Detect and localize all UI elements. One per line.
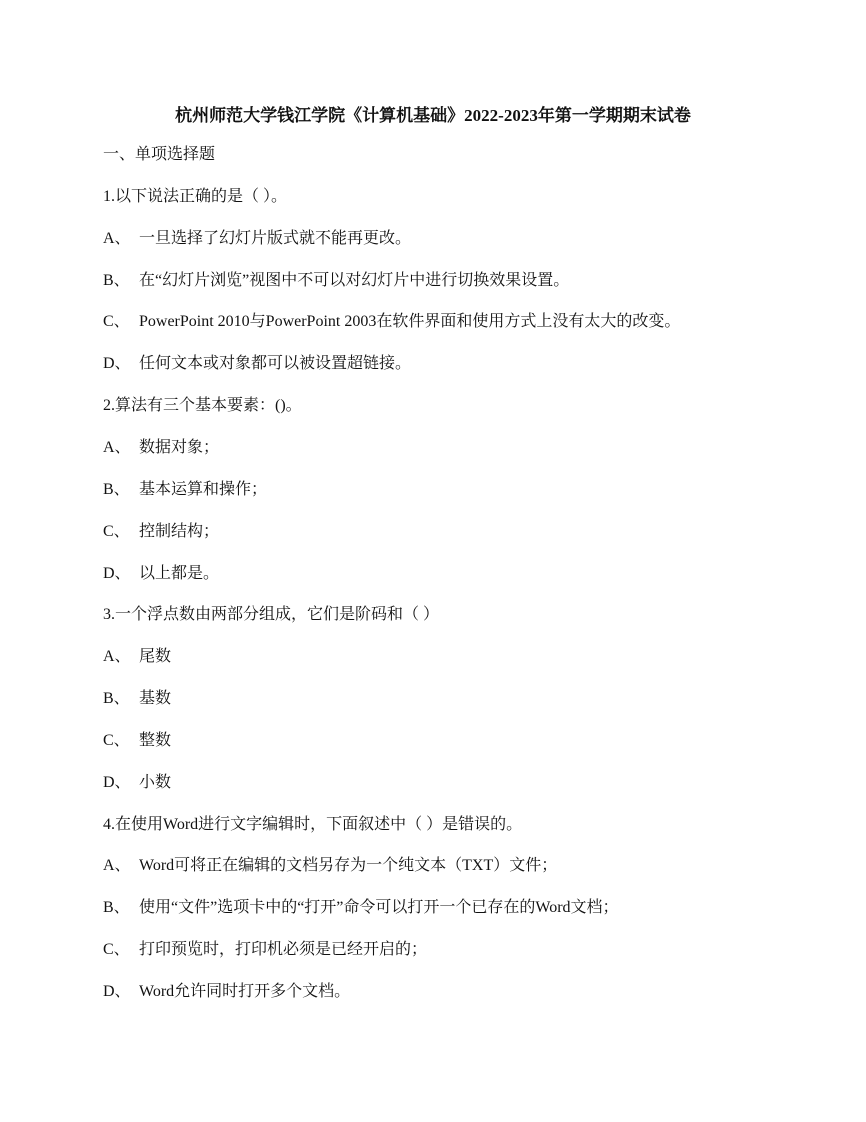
answer-option xyxy=(103,981,350,1003)
answer-option xyxy=(103,521,219,543)
option-label: A、 xyxy=(103,438,131,456)
option-label: B、 xyxy=(103,480,130,498)
answer-option xyxy=(103,353,411,375)
question-stem: 1.以下说法正确的是（ ）。 xyxy=(103,187,288,205)
option-text: 以上都是。 xyxy=(139,564,220,582)
answer-option xyxy=(103,437,219,459)
option-label: A、 xyxy=(103,857,131,875)
answer-option xyxy=(103,855,557,877)
option-text: 控制结构； xyxy=(139,522,220,540)
option-label: B、 xyxy=(103,271,130,289)
option-label: A、 xyxy=(103,229,131,247)
answer-option xyxy=(103,939,427,961)
answer-option xyxy=(103,270,569,292)
option-text: Word可将正在编辑的文档另存为一个纯文本（TXT）文件； xyxy=(139,857,558,875)
option-label: D、 xyxy=(103,564,131,582)
option-text: 基数 xyxy=(139,690,172,708)
answer-option xyxy=(103,479,267,501)
option-text: Word允许同时打开多个文档。 xyxy=(139,983,351,1000)
option-label: B、 xyxy=(103,690,130,708)
answer-option xyxy=(103,730,171,752)
question-stem: 3.一个浮点数由两部分组成，它们是阶码和（ ） xyxy=(103,606,440,624)
option-label: C、 xyxy=(103,941,130,959)
answer-option xyxy=(103,772,171,794)
option-text: 一旦选择了幻灯片版式就不能再更改。 xyxy=(139,229,412,247)
answer-option xyxy=(103,228,411,250)
option-label: B、 xyxy=(103,899,130,917)
answer-option xyxy=(103,897,619,919)
answer-option xyxy=(103,311,680,333)
option-text: 使用“文件”选项卡中的“打开”命令可以打开一个已存在的Word文档； xyxy=(139,899,619,917)
option-label: D、 xyxy=(103,983,131,1000)
option-label: D、 xyxy=(103,355,131,373)
option-label: D、 xyxy=(103,773,131,791)
option-text: 任何文本或对象都可以被设置超链接。 xyxy=(139,355,412,373)
option-label: C、 xyxy=(103,731,130,749)
option-text: 打印预览时，打印机必须是已经开启的； xyxy=(139,941,428,959)
option-label: C、 xyxy=(103,313,130,331)
option-text: 数据对象； xyxy=(139,438,220,456)
question-stem: 4.在使用Word进行文字编辑时，下面叙述中（ ）是错误的。 xyxy=(103,815,523,833)
option-text: 在“幻灯片浏览”视图中不可以对幻灯片中进行切换效果设置。 xyxy=(139,271,570,289)
answer-option xyxy=(103,563,219,585)
option-text: 基本运算和操作； xyxy=(139,480,268,498)
option-text: 整数 xyxy=(139,731,172,749)
option-text: 尾数 xyxy=(139,648,172,666)
option-label: C、 xyxy=(103,522,130,540)
question-stem: 2.算法有三个基本要素：()。 xyxy=(103,397,302,415)
section-heading: 一、单项选择题 xyxy=(103,146,216,163)
answer-option xyxy=(103,646,171,668)
answer-option xyxy=(103,688,171,710)
option-label: A、 xyxy=(103,648,131,666)
option-text: 小数 xyxy=(139,773,172,791)
option-text: PowerPoint 2010与PowerPoint 2003在软件界面和使用方式上没有太大的改变。 xyxy=(139,313,681,331)
document-title: 杭州师范大学钱江学院《计算机基础》2022-2023年第一学期期末试卷 xyxy=(175,106,691,125)
